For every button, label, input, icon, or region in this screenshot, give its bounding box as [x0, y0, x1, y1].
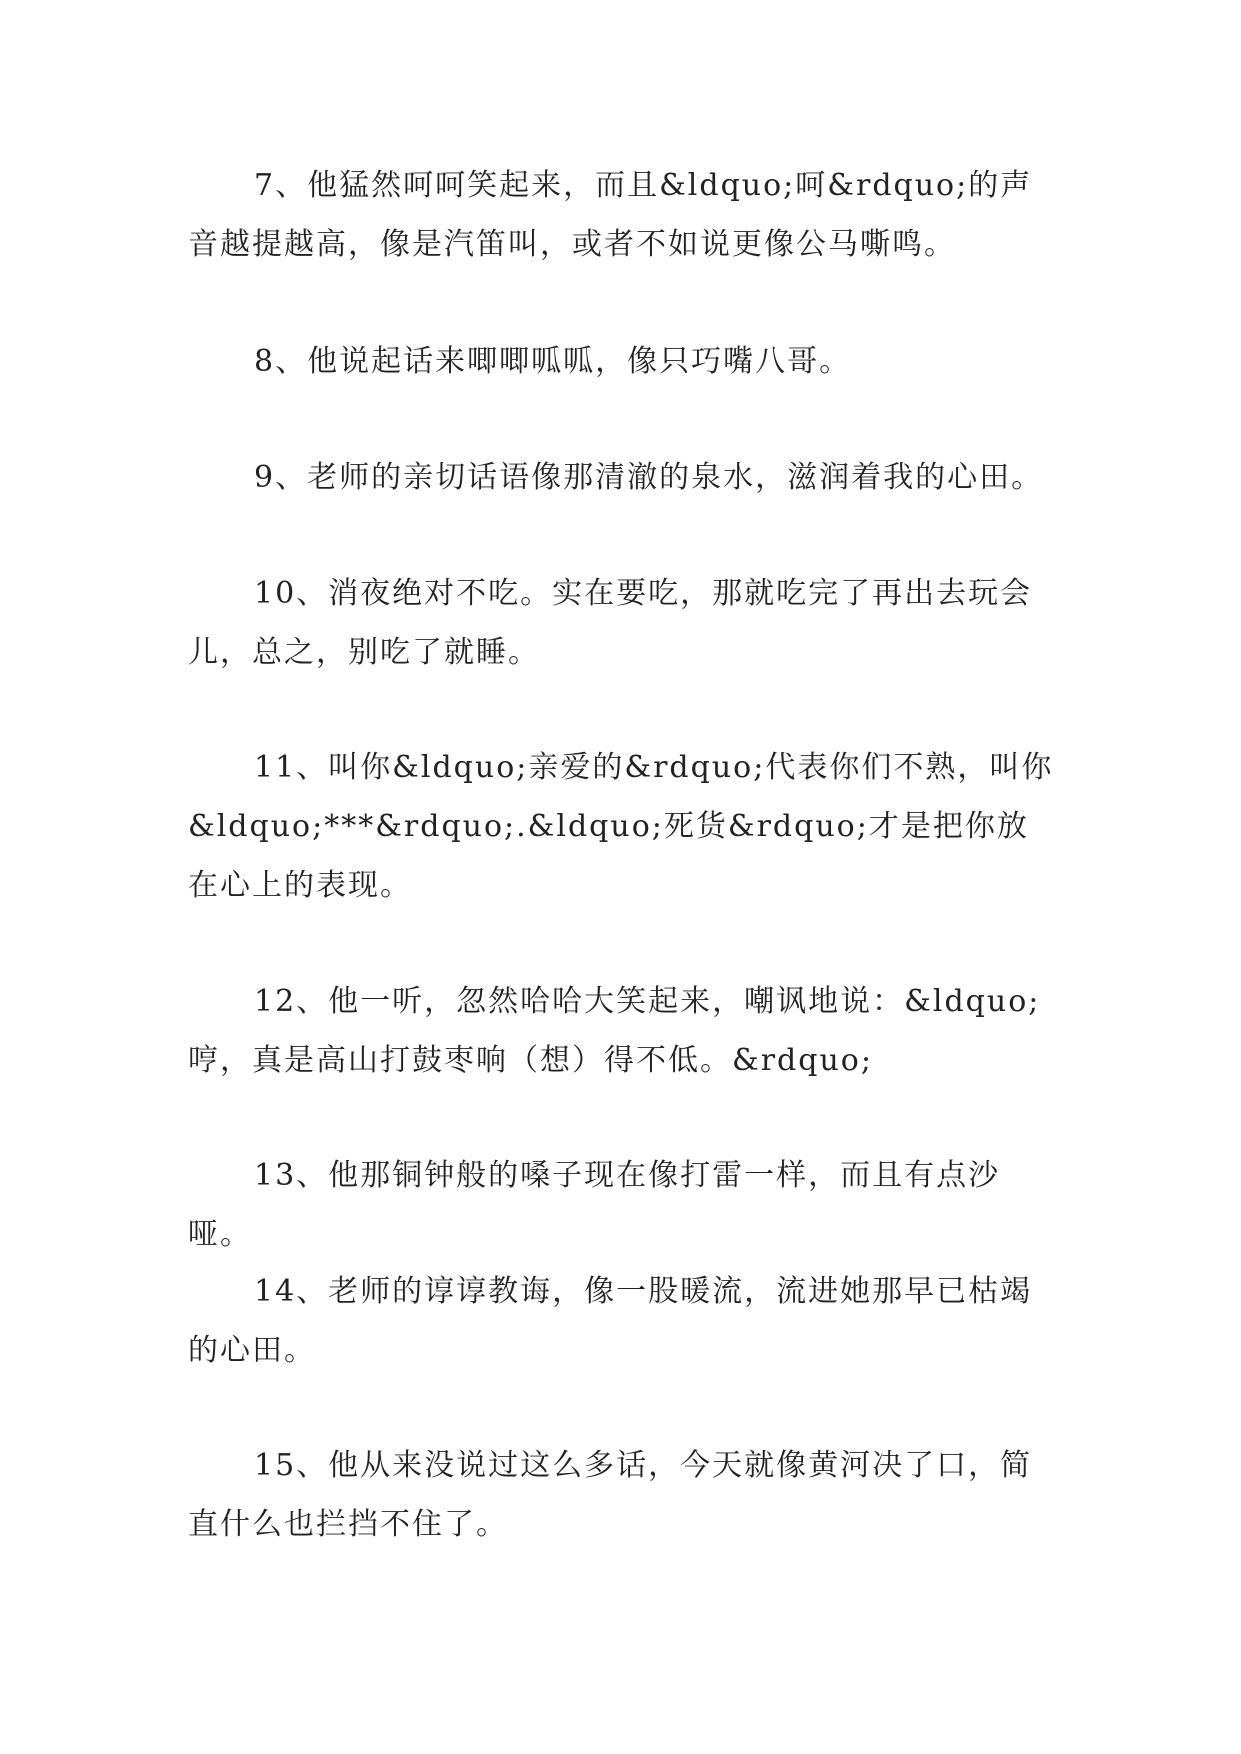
paragraph-14: 14、老师的谆谆教诲，像一股暖流，流进她那早已枯竭的心田。 — [188, 1274, 1033, 1368]
paragraph-11: 11、叫你&ldquo;亲爱的&rdquo;代表你们不熟，叫你&ldquo;***&rdquo;.&ldquo;死货&rdquo;才是把你放在心上的表现。 — [188, 750, 1054, 903]
paragraph-15: 15、他从来没说过这么多话，今天就像黄河决了口，简直什么也拦挡不住了。 — [188, 1448, 1033, 1542]
paragraph-13: 13、他那铜钟般的嗓子现在像打雷一样，而且有点沙哑。 — [188, 1158, 1001, 1252]
paragraph-10: 10、消夜绝对不吃。实在要吃，那就吃完了再出去玩会儿，总之，别吃了就睡。 — [188, 576, 1033, 670]
paragraph-7: 7、他猛然呵呵笑起来，而且&ldquo;呵&rdquo;的声音越提越高，像是汽笛叫，或者不如说更像公马嘶鸣。 — [188, 168, 1033, 262]
paragraph-9: 9、老师的亲切话语像那清澈的泉水，滋润着我的心田。 — [254, 460, 1044, 495]
paragraph-8: 8、他说起话来唧唧呱呱，像只巧嘴八哥。 — [254, 344, 852, 379]
paragraph-12: 12、他一听，忽然哈哈大笑起来，嘲讽地说：&ldquo;哼，真是高山打鼓枣响（想）得不低。&rdquo; — [188, 984, 1041, 1078]
